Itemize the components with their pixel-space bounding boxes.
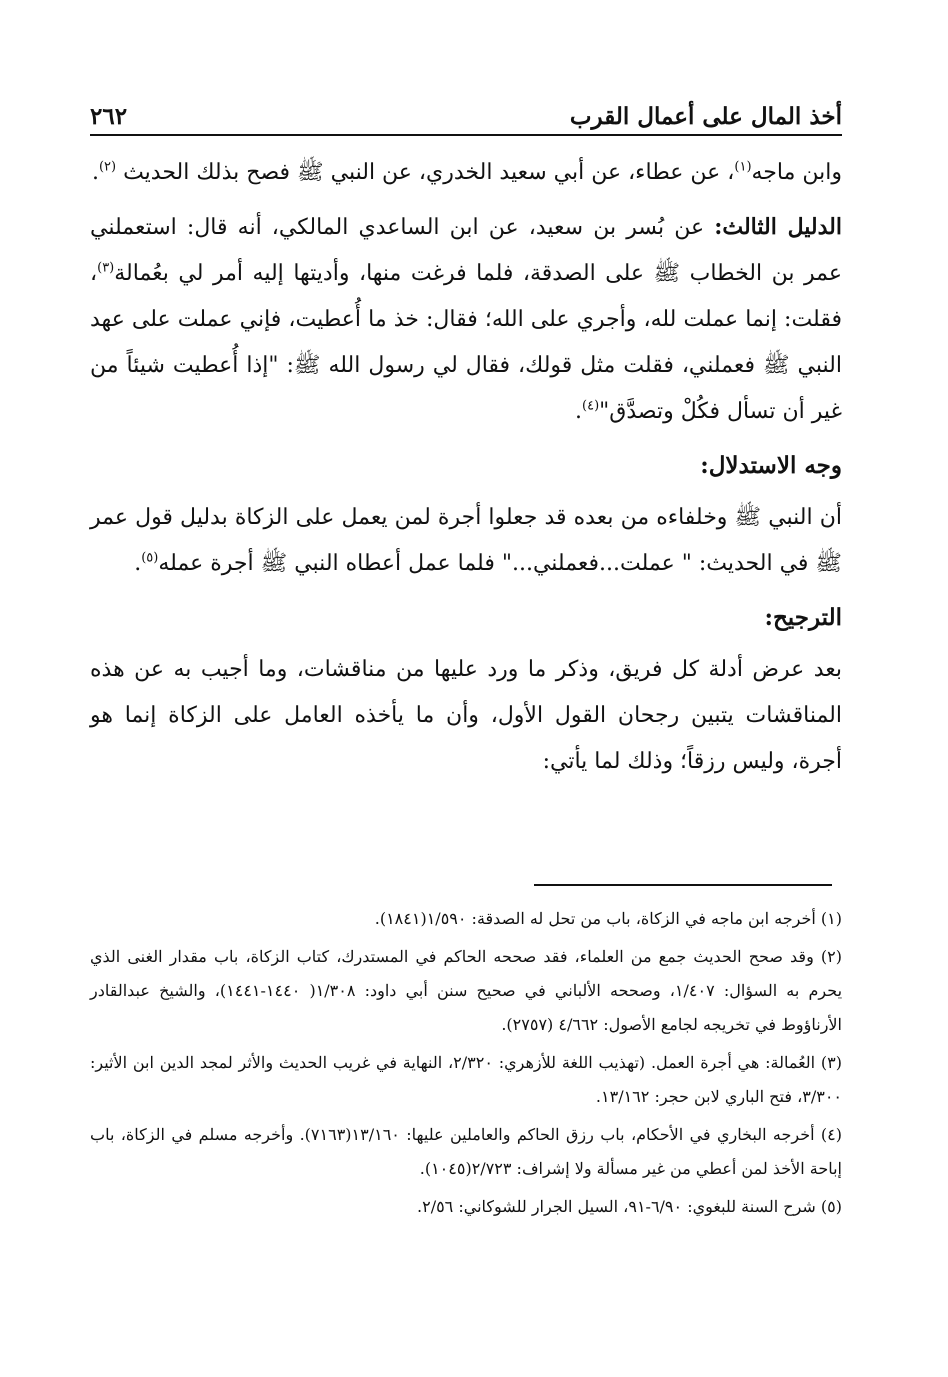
text-run: . — [134, 551, 142, 576]
text-run: . — [91, 160, 99, 185]
footnote-ref[interactable]: (٣) — [97, 260, 115, 276]
footnote-3: (٣) العُمالة: هي أجرة العمل. (تهذيب اللغة للأزهري: ٢/٣٢٠، النهاية في غريب الحديث والأثر لمجد الدين ابن الأثير: ٣/٣٠٠، فتح الباري لابن حجر: ١٣/١٦٢. — [90, 1053, 842, 1106]
paragraph-4: بعد عرض أدلة كل فريق، وذكر ما ورد عليها من مناقشات، وما أجيب به عن هذه المناقشات يتبين رجحان القول الأول، وأن ما يأخذه العامل على الزكاة إنما هو أجرة، وليس رزقاً؛ وذلك لما يأتي: — [90, 657, 842, 774]
footnote-ref[interactable]: (٢) — [98, 159, 117, 175]
text-run: . — [575, 399, 582, 424]
section-heading: الترجيح: — [764, 604, 842, 631]
text-run: ، فقلت: إنما عملت لله، وأجري على الله؛ فقال: خذ ما أُعطيت، فإني عملت على عهد النبي ﷺ فعملني، فقلت مثل قولك، فقال لي رسول الله ﷺ: "إذا أُعطيت شيئاً من غير أن تسأل فكُلْ وتصدَّق" — [90, 261, 842, 424]
footnote-ref[interactable]: (٥) — [141, 550, 159, 566]
paragraph-3 — [90, 495, 842, 587]
text-run: ، عن عطاء، عن أبي سعيد الخدري، عن النبي ﷺ فصح بذلك الحديث — [123, 160, 735, 185]
running-title: أخذ المال على أعمال القرب — [569, 103, 842, 130]
page-header — [90, 96, 842, 136]
footnotes — [90, 902, 842, 1228]
text-run: عن بُسر بن سعيد، عن ابن الساعدي المالكي، أنه قال: استعملني عمر بن الخطاب ﷺ على الصدقة، فلما فرغت منها، وأديتها إليه أمر لي بعُمالة — [90, 215, 843, 286]
footnote-ref[interactable]: (٤) — [582, 398, 600, 414]
section-heading: وجه الاستدلال: — [700, 452, 842, 479]
footnote-ref[interactable]: (١) — [734, 159, 752, 175]
footnote-4: (٤) أخرجه البخاري في الأحكام، باب رزق الحاكم والعاملين عليها: ١٣/١٦٠(٧١٦٣). وأخرجه مسلم في الزكاة، باب إباحة الأخذ لمن أعطي من غير مسألة ولا إشراف: ٢/٧٢٣(١٠٤٥). — [90, 1125, 843, 1178]
main-text — [90, 150, 842, 793]
paragraph-1 — [90, 150, 842, 196]
footnote-2: (٢) وقد صحح الحديث جمع من العلماء، فقد صححه الحاكم في المستدرك، كتاب الزكاة، باب مقدار الغنى الذي يحرم به السؤال: ١/٤٠٧، وصححه الألباني في صحيح سنن أبي داود: ١/٣٠٨( ١٤٤٠-١٤٤١)، والشيخ عبدالقادر الأرناؤوط في تخريجه لجامع الأصول: ٤/٦٦٢ (٢٧٥٧). — [90, 947, 843, 1034]
section-lead: الدليل الثالث: — [714, 214, 842, 240]
text-run: أن النبي ﷺ وخلفاءه من بعده قد جعلوا أجرة لمن يعمل على الزكاة بدليل قول عمر ﷺ في الحديث: " عملت...فعملني..." فلما عمل أعطاه النبي ﷺ أجرة عمله — [90, 505, 842, 576]
text-run: وابن ماجه — [751, 160, 842, 185]
footnote-1: (١) أخرجه ابن ماجه في الزكاة، باب من تحل له الصدقة: ١/٥٩٠(١٨٤١). — [374, 909, 842, 928]
footnote-divider — [534, 884, 832, 886]
footnote-5: (٥) شرح السنة للبغوي: ٦/٩٠-٩١، السيل الجرار للشوكاني: ٢/٥٦. — [417, 1197, 842, 1216]
page-number: ٢٦٢ — [90, 103, 128, 130]
paragraph-2 — [90, 204, 842, 435]
